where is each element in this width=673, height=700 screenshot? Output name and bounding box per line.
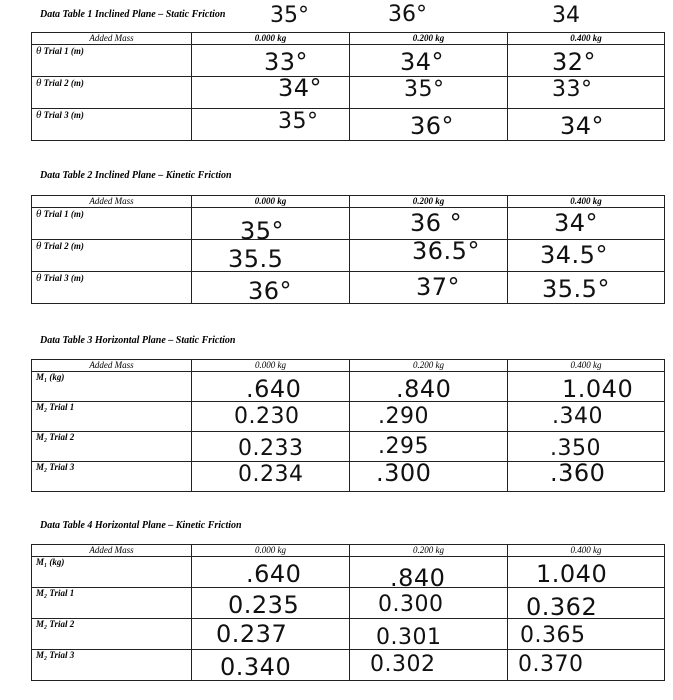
table-1-note-3: 34 <box>552 3 580 28</box>
cell-value: .640 <box>246 375 302 403</box>
table-cell <box>350 459 508 492</box>
table-cell <box>508 272 665 304</box>
theta-symbol: θ <box>36 109 42 121</box>
cell-value: 35.5° <box>542 275 610 303</box>
row-label: M₁ (kg) <box>32 557 192 588</box>
row-label-text: Trial 1 (m) <box>43 209 84 219</box>
column-header: 0.200 kg <box>350 360 508 372</box>
cell-value: 36° <box>410 112 455 140</box>
table-cell <box>350 237 508 272</box>
column-header: 0.200 kg <box>350 33 508 45</box>
column-header: Added Mass <box>32 196 192 208</box>
table-4-section <box>0 510 673 700</box>
cell-value: 1.040 <box>536 560 608 588</box>
table-cell <box>508 402 665 432</box>
row-label: M₂ Trial 3 <box>32 462 192 492</box>
table-cell <box>508 459 665 492</box>
table-cell <box>508 109 665 141</box>
cell-value: 0.362 <box>526 593 598 621</box>
column-header: 0.200 kg <box>350 545 508 557</box>
table-row <box>32 650 665 681</box>
row-label-text: Trial 3 (m) <box>43 273 84 283</box>
cell-value: 34.5° <box>540 241 608 269</box>
table-cell <box>350 208 508 240</box>
table-cell <box>508 208 665 240</box>
cell-value: 35° <box>278 109 319 134</box>
cell-value: 0.237 <box>216 620 288 648</box>
cell-value: 1.040 <box>562 375 634 403</box>
row-label <box>32 45 192 77</box>
column-header: 0.400 kg <box>508 545 665 557</box>
cell-value: 36° <box>248 277 293 305</box>
theta-symbol: θ <box>36 45 42 57</box>
cell-value: 32° <box>552 48 597 76</box>
table-cell <box>508 432 665 462</box>
table-row <box>32 240 665 272</box>
cell-value: 34° <box>278 74 323 102</box>
table-cell <box>192 109 350 141</box>
theta-symbol: θ <box>36 272 42 284</box>
table-cell <box>192 588 350 619</box>
column-header: 0.400 kg <box>508 33 665 45</box>
table-cell <box>508 588 665 619</box>
table-header-row <box>32 545 665 557</box>
cell-value: 0.302 <box>370 652 436 677</box>
table-cell <box>192 619 350 650</box>
row-label-text: Trial 1 (m) <box>43 46 84 56</box>
row-label-text: Trial 2 (m) <box>43 241 84 251</box>
table-1-note-1: 35° <box>270 3 309 28</box>
row-label: M₂ Trial 3 <box>32 650 192 681</box>
table-2-title: Data Table 2 Inclined Plane – Kinetic Friction <box>40 170 232 181</box>
table-4-title: Data Table 4 Horizontal Plane – Kinetic Friction <box>40 520 242 531</box>
cell-value: 0.340 <box>220 653 292 681</box>
cell-value: .360 <box>550 459 606 487</box>
table-cell <box>350 372 508 402</box>
cell-value: 34° <box>554 209 599 237</box>
table-cell <box>192 432 350 462</box>
theta-symbol: θ <box>36 240 42 252</box>
cell-value: 36 ° <box>410 209 463 237</box>
table-row <box>32 77 665 109</box>
table-cell <box>508 372 665 402</box>
table-row <box>32 432 665 462</box>
table-cell <box>508 650 665 681</box>
table-row <box>32 619 665 650</box>
row-label: M₂ Trial 2 <box>32 619 192 650</box>
row-label-text: Trial 2 (m) <box>43 78 84 88</box>
cell-value: .640 <box>246 560 302 588</box>
table-row <box>32 109 665 141</box>
column-header: 0.400 kg <box>508 360 665 372</box>
cell-value: 33° <box>264 48 309 76</box>
table-row <box>32 45 665 77</box>
row-label: M₂ Trial 2 <box>32 432 192 462</box>
cell-value: .290 <box>378 404 429 429</box>
column-header: 0.000 kg <box>192 360 350 372</box>
table-cell <box>350 109 508 141</box>
table-cell <box>192 74 350 109</box>
cell-value: .840 <box>396 375 452 403</box>
theta-symbol: θ <box>36 77 42 89</box>
table-3 <box>31 359 665 492</box>
cell-value: .300 <box>376 459 432 487</box>
cell-value: 0.370 <box>518 652 584 677</box>
column-header: Added Mass <box>32 360 192 372</box>
table-cell <box>508 619 665 650</box>
table-cell <box>192 45 350 77</box>
table-1-section <box>0 0 673 160</box>
column-header: Added Mass <box>32 33 192 45</box>
row-label: M₂ Trial 1 <box>32 588 192 619</box>
table-cell <box>192 650 350 681</box>
cell-value: 0.365 <box>520 623 586 648</box>
table-cell <box>192 240 350 272</box>
table-cell <box>192 557 350 588</box>
cell-value: 0.301 <box>376 625 442 650</box>
cell-value: 0.233 <box>238 436 304 461</box>
table-cell <box>508 240 665 272</box>
row-label <box>32 77 192 109</box>
row-label <box>32 272 192 304</box>
row-label: M₂ Trial 1 <box>32 402 192 432</box>
cell-value: 37° <box>416 273 461 301</box>
column-header: 0.000 kg <box>192 545 350 557</box>
table-cell <box>192 372 350 402</box>
cell-value: .340 <box>552 404 603 429</box>
table-header-row <box>32 196 665 208</box>
table-1 <box>31 32 665 141</box>
row-label <box>32 208 192 240</box>
table-cell <box>350 588 508 619</box>
table-cell <box>350 402 508 432</box>
cell-value: 0.235 <box>228 591 300 619</box>
table-row <box>32 272 665 304</box>
table-cell <box>350 650 508 681</box>
row-label <box>32 109 192 141</box>
table-row <box>32 588 665 619</box>
table-1-note-2: 36° <box>388 2 427 27</box>
cell-value: 33° <box>552 77 593 102</box>
column-header: 0.200 kg <box>350 196 508 208</box>
table-cell <box>350 77 508 109</box>
table-cell <box>192 208 350 245</box>
table-1-title: Data Table 1 Inclined Plane – Static Friction <box>40 9 226 20</box>
row-label: M₁ (kg) <box>32 372 192 402</box>
table-2-section <box>0 160 673 320</box>
table-cell <box>350 45 508 77</box>
column-header: 0.000 kg <box>192 196 350 208</box>
table-cell <box>508 557 665 588</box>
table-row <box>32 372 665 402</box>
cell-value: 0.300 <box>378 592 444 617</box>
table-header-row <box>32 33 665 45</box>
cell-value: .840 <box>390 564 446 592</box>
table-row <box>32 402 665 432</box>
cell-value: 0.230 <box>234 404 300 429</box>
table-cell <box>350 432 508 462</box>
theta-symbol: θ <box>36 208 42 220</box>
table-3-title: Data Table 3 Horizontal Plane – Static Friction <box>40 335 236 346</box>
table-row <box>32 557 665 588</box>
table-cell <box>508 45 665 77</box>
table-cell <box>350 619 508 650</box>
column-header: Added Mass <box>32 545 192 557</box>
table-cell <box>192 402 350 432</box>
cell-value: 35.5 <box>228 245 284 273</box>
table-4 <box>31 544 665 681</box>
column-header: 0.000 kg <box>192 33 350 45</box>
cell-value: .350 <box>550 436 601 461</box>
table-3-section <box>0 325 673 505</box>
cell-value: 34° <box>400 48 445 76</box>
table-header-row <box>32 360 665 372</box>
cell-value: 35° <box>404 77 445 102</box>
row-label <box>32 240 192 272</box>
table-cell <box>192 462 350 492</box>
table-row <box>32 208 665 240</box>
cell-value: 0.234 <box>238 462 304 487</box>
cell-value: 35° <box>240 217 285 245</box>
table-row <box>32 462 665 492</box>
column-header: 0.400 kg <box>508 196 665 208</box>
cell-value: .295 <box>378 434 429 459</box>
cell-value: 34° <box>560 112 605 140</box>
table-cell <box>508 77 665 109</box>
row-label-text: Trial 3 (m) <box>43 110 84 120</box>
table-cell <box>192 272 350 304</box>
table-2 <box>31 195 665 304</box>
table-cell <box>350 272 508 304</box>
table-cell <box>350 557 508 592</box>
cell-value: 36.5° <box>412 237 480 265</box>
